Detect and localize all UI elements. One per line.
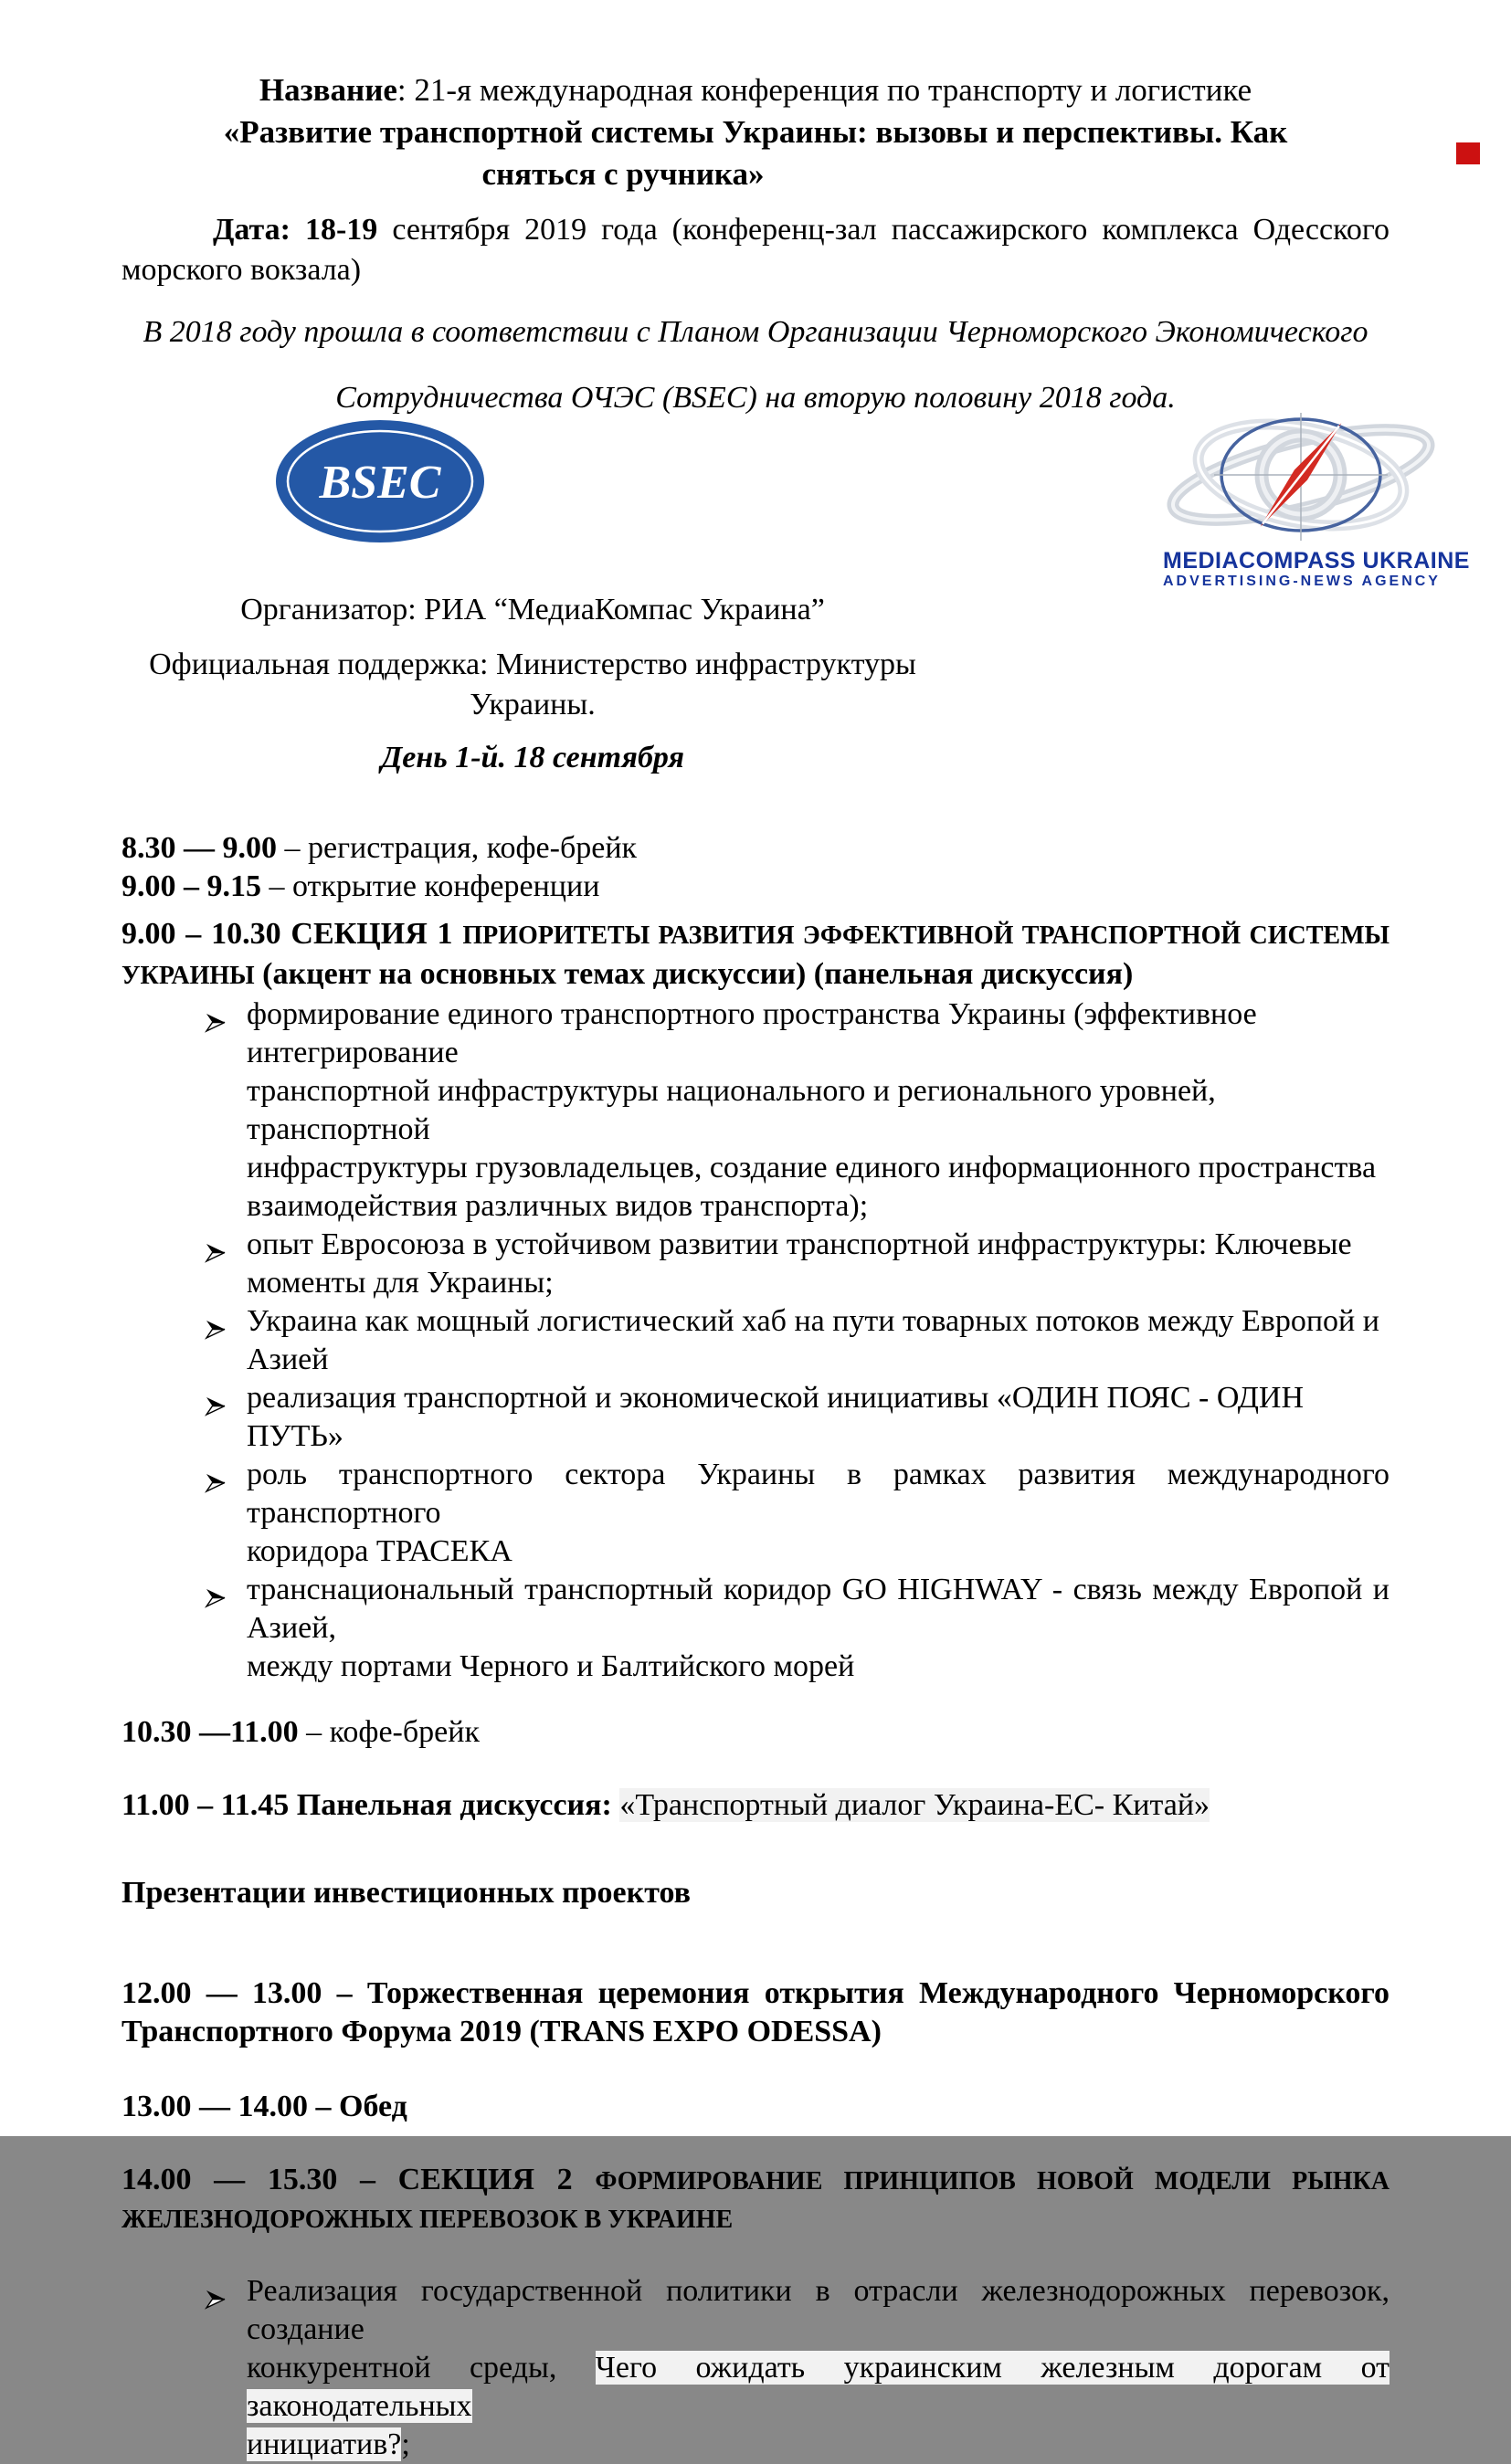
bullet-item-7 bbox=[122, 2272, 1389, 2464]
bullet-arrow-icon bbox=[206, 2280, 227, 2319]
section1-caps-line1: ПРИОРИТЕТЫ РАЗВИТИЯ ЭФФЕКТИВНОЙ ТРАНСПОРТНОЙ СИСТЕМЫ bbox=[462, 921, 1389, 950]
bullet-item-4 bbox=[122, 1379, 1389, 1456]
bullet-arrow-icon bbox=[206, 1234, 227, 1272]
title-line-1-rest: : 21-я международная конференция по транспорту и логистике bbox=[396, 72, 1252, 108]
bullet-text-line: опыт Евросоюза в устойчивом развитии транспортной инфраструктуры: Ключевые bbox=[247, 1227, 1352, 1261]
note-2018 bbox=[122, 312, 1389, 418]
opening-text: – открытие конференции bbox=[269, 869, 600, 903]
date-line-1-rest: сентября 2019 года (конференц-зал пассажирского комплекса Одесского bbox=[392, 213, 1390, 247]
opening-time: 9.00 – 9.15 bbox=[122, 869, 261, 903]
title-line-1 bbox=[122, 69, 1389, 111]
note-line-1: В 2018 году прошла в соответствии с Планом Организации Черноморского Экономического bbox=[143, 315, 1368, 349]
section1-line-2 bbox=[122, 955, 1389, 995]
bsec-logo bbox=[274, 418, 486, 544]
bullet-item-1 bbox=[122, 995, 1389, 1226]
section1-heading bbox=[122, 915, 1389, 995]
mediacompass-title: MEDIACOMPASS UKRAINE bbox=[1163, 548, 1470, 574]
bullet-arrow-icon bbox=[206, 1464, 227, 1502]
bullet-text-highlighted: инициатив? bbox=[247, 2427, 402, 2461]
date-paragraph bbox=[122, 210, 1389, 290]
organizer-line: Организатор: РИА “МедиаКомпас Украина” bbox=[240, 593, 825, 627]
section2-line-1 bbox=[122, 2161, 1389, 2201]
bsec-ellipse-icon bbox=[274, 418, 486, 544]
bullet-item-2 bbox=[122, 1226, 1389, 1302]
bullet-arrow-icon bbox=[206, 1387, 227, 1426]
note-line-2: Сотрудничества ОЧЭС (BSEC) на вторую половину 2018 года. bbox=[335, 381, 1176, 415]
day-heading: День 1-й. 18 сентября bbox=[381, 741, 684, 774]
bullet-text-line: между портами Черного и Балтийского морей bbox=[247, 1649, 855, 1683]
ceremony-time: 12.00 — 13.00 bbox=[122, 1976, 322, 2010]
bullet-text-line: коридора ТРАСЕКА bbox=[247, 1534, 512, 1568]
document-title bbox=[122, 0, 1389, 195]
bullet-text-line: формирование единого транспортного пространства Украины (эффективное интегрирование bbox=[247, 997, 1257, 1069]
bullet-text-line bbox=[247, 2426, 1389, 2464]
bullet-text-line bbox=[247, 2349, 1389, 2426]
schedule-item-coffee-break bbox=[122, 1713, 1389, 1752]
panel-label: 11.00 – 11.45 Панельная дискуссия: bbox=[122, 1788, 612, 1822]
schedule-item-ceremony bbox=[122, 1974, 1389, 2051]
lunch-text: – Обед bbox=[315, 2090, 407, 2123]
bullet-text-line: транснациональный транспортный коридор GO HIGHWAY - связь между Европой и Азией, bbox=[247, 1573, 1389, 1645]
section2-heading bbox=[122, 2161, 1389, 2239]
bullet-arrow-icon bbox=[206, 1311, 227, 1349]
ceremony-line-1 bbox=[122, 1974, 1389, 2013]
bullet-text-line: реализация транспортной и экономической инициативы «ОДИН ПОЯС - ОДИН ПУТЬ» bbox=[247, 1381, 1305, 1453]
ceremony-line-2: Транспортного Форума 2019 (TRANS EXPO ODESSA) bbox=[122, 2015, 882, 2048]
bullet-text-highlighted: Чего ожидать украинским железным дорогам от законодательных bbox=[247, 2351, 1390, 2423]
bullet-text-line: Реализация государственной политики в отрасли железнодорожных перевозок, создание bbox=[247, 2274, 1389, 2346]
title-line-3: сняться с ручника» bbox=[481, 156, 765, 192]
bullet-item-3 bbox=[122, 1302, 1389, 1379]
date-line-2: морского вокзала) bbox=[122, 253, 362, 287]
bullet-item-6 bbox=[122, 1571, 1389, 1686]
bullet-text-line: транспортной инфраструктуры национального и регионального уровней, транспортной bbox=[247, 1074, 1216, 1146]
ceremony-line-1-rest: – Торжественная церемония открытия Международного Черноморского bbox=[336, 1976, 1389, 2010]
bullet-arrow-icon bbox=[206, 1004, 227, 1042]
lunch-time: 13.00 — 14.00 bbox=[122, 2090, 308, 2123]
registration-time: 8.30 — 9.00 bbox=[122, 831, 277, 865]
section1-line-1 bbox=[122, 915, 1389, 955]
section1-caps-line2: УКРАИНЫ bbox=[122, 962, 255, 990]
bullet-text-pre: конкурентной среды, bbox=[247, 2351, 557, 2385]
coffee-text: – кофе-брейк bbox=[306, 1715, 480, 1749]
section2-time-title: 14.00 — 15.30 – СЕКЦИЯ 2 bbox=[122, 2163, 573, 2196]
schedule-item-opening bbox=[122, 868, 1389, 906]
compass-icon bbox=[1163, 411, 1439, 544]
schedule-item-lunch bbox=[122, 2088, 1389, 2126]
panel-topic-highlighted: «Транспортный диалог Украина-ЕС- Китай» bbox=[619, 1788, 1210, 1822]
organizer-block bbox=[122, 590, 944, 778]
mediacompass-subtitle: ADVERTISING-NEWS AGENCY bbox=[1163, 574, 1441, 589]
section1-line2-rest: (акцент на основных темах дискуссии) (панельная дискуссия) bbox=[262, 957, 1134, 991]
section2-bullet-list bbox=[122, 2272, 1389, 2464]
schedule-item-registration bbox=[122, 829, 1389, 868]
schedule-item-panel-discussion bbox=[122, 1786, 1389, 1825]
registration-text: – регистрация, кофе-брейк bbox=[284, 831, 638, 865]
section1-bullet-list bbox=[122, 995, 1389, 1686]
bullet-text-line: взаимодействия различных видов транспорта); bbox=[247, 1189, 869, 1223]
mediacompass-logo bbox=[1163, 411, 1470, 591]
section2-caps-line2: ЖЕЛЕЗНОДОРОЖНЫХ ПЕРЕВОЗОК В УКРАИНЕ bbox=[122, 2206, 734, 2234]
bullet-text-line: роль транспортного сектора Украины в рамках развития международного транспортного bbox=[247, 1458, 1389, 1530]
bullet-item-5 bbox=[122, 1456, 1389, 1571]
section1-time-title: 9.00 – 10.30 СЕКЦИЯ 1 bbox=[122, 917, 453, 951]
bullet-text-post: ; bbox=[401, 2427, 410, 2461]
logos-row bbox=[122, 418, 1470, 590]
bullet-text-line: моменты для Украины; bbox=[247, 1266, 554, 1300]
bullet-arrow-icon bbox=[206, 1579, 227, 1617]
date-label: Дата: 18-19 bbox=[213, 213, 378, 247]
date-line-1 bbox=[122, 210, 1389, 250]
coffee-time: 10.30 —11.00 bbox=[122, 1715, 299, 1749]
svg-text:BSEC: BSEC bbox=[319, 457, 441, 509]
annotation-marker bbox=[1456, 142, 1480, 164]
title-line-2: «Развитие транспортной системы Украины: вызовы и перспективы. Как bbox=[223, 114, 1288, 150]
bullet-text-line: инфраструктуры грузовладельцев, создание единого информационного пространства bbox=[247, 1151, 1377, 1185]
bullet-text-line: Украина как мощный логистический хаб на пути товарных потоков между Европой и Азией bbox=[247, 1304, 1379, 1376]
support-line: Официальная поддержка: Министерство инфраструктуры Украины. bbox=[149, 648, 916, 721]
presentations-heading: Презентации инвестиционных проектов bbox=[122, 1876, 691, 1910]
title-label: Название bbox=[259, 72, 397, 108]
document-body bbox=[122, 0, 1470, 2464]
section2-caps-line1: ФОРМИРОВАНИЕ ПРИНЦИПОВ НОВОЙ МОДЕЛИ РЫНКА bbox=[595, 2167, 1389, 2195]
